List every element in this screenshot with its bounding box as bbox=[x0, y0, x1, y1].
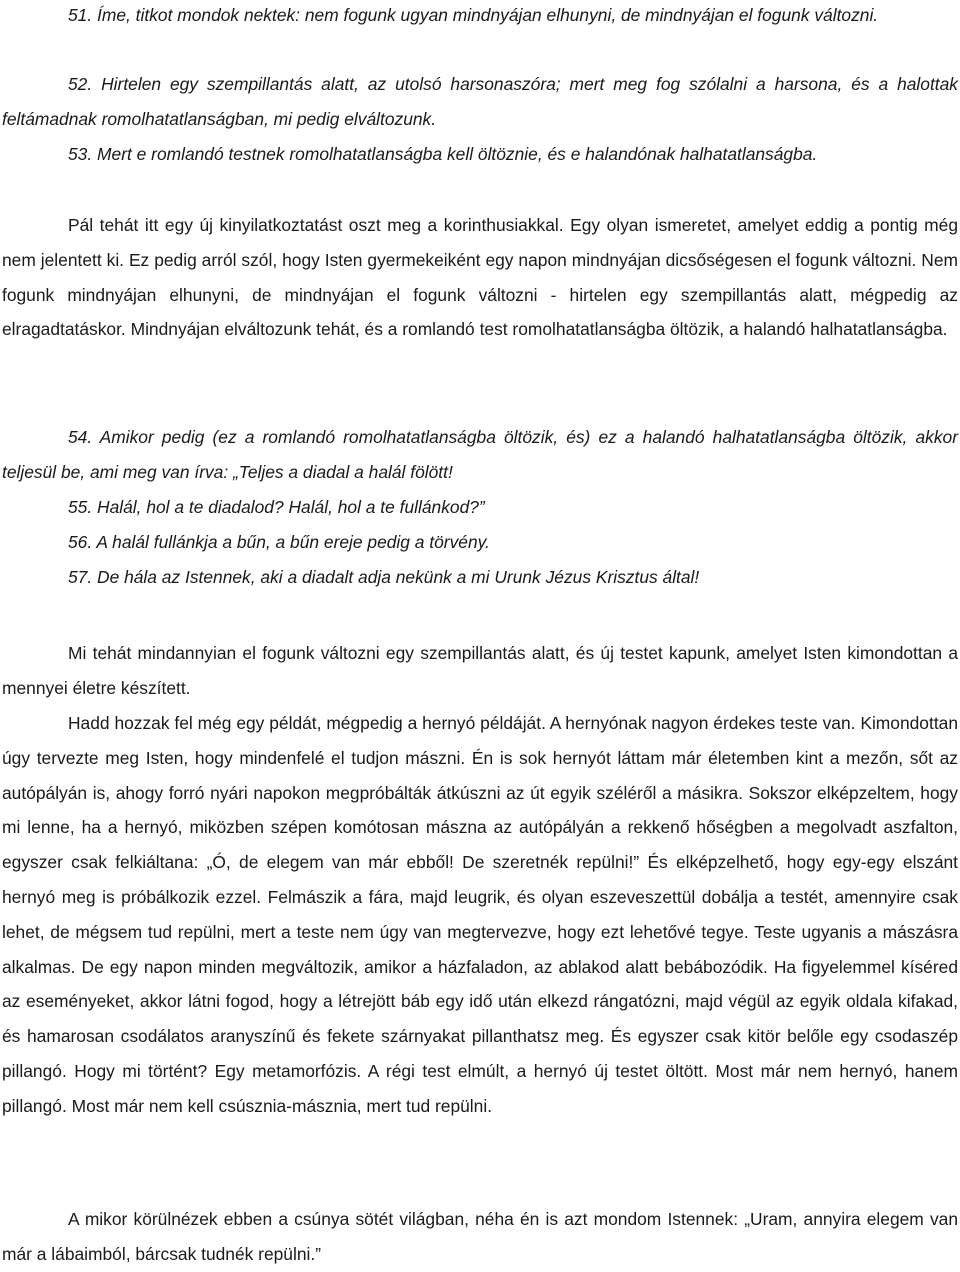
paragraph-new-body: Mi tehát mindannyian el fogunk változni egy szempillantás alatt, és új testet kapunk, amelyet Isten kimondottan a mennyei életre készített. bbox=[2, 643, 958, 698]
verse-53 bbox=[2, 137, 958, 172]
verse-text: Íme, titkot mondok nektek: nem fogunk ugyan mindnyájan elhunyni, de mindnyájan el fogunk változni. bbox=[97, 5, 879, 25]
verse-number: 52. bbox=[68, 74, 93, 94]
paragraph-caterpillar: Hadd hozzak fel még egy példát, mégpedig a hernyó példáját. A hernyónak nagyon érdekes teste van. Kimondottan úgy tervezte meg Isten, hogy mindenfelé el tudjon mászni. Én is sok hernyót láttam már életemben kint a mezőn, sőt az autópályán is, ahogy forró nyári napokon megpróbálták átkúszni az út egyik széléről a másikra. Sokszor elképzeltem, hogy mi lenne, ha a hernyó, miközben szépen komótosan mászna az autópályán a rekkenő hőségben a megolvadt aszfalton, egyszer csak felkiáltana: „Ó, de elegem van már ebből! De szeretnék repülni!” És elképzelhető, hogy egy-egy elszánt hernyó meg is próbálkozik ezzel. Felmászik a fára, majd leugrik, és olyan eszeveszettül dobálja a testét, amennyire csak lehet, de mégsem tud repülni, mert a teste nem úgy van megtervezve, hogy ezt lehetővé tegye. Teste ugyanis a mászásra alkalmas. De egy napon minden megváltozik, amikor a házfaladon, az ablakod alatt bebábozódik. Ha figyelemmel kíséred az eseményeket, akkor látni fogod, hogy a létrejött báb egy idő után elkezd rángatózni, majd végül az egyik oldala kifakad, és hamarosan csodálatos aranyszínű és fekete szárnyakat pillanthatsz meg. És egyszer csak kitör belőle egy csodaszép pillangó. Hogy mi történt? Egy metamorfózis. A régi test elmúlt, a hernyó új testet öltött. Most már nem hernyó, hanem pillangó. Most már nem kell csúsznia-másznia, mert tud repülni. bbox=[2, 713, 958, 1116]
verse-text: A halál fullánkja a bűn, a bűn ereje pedig a törvény. bbox=[96, 532, 490, 552]
verse-number: 57. bbox=[68, 567, 93, 587]
verse-text: Halál, hol a te diadalod? Halál, hol a te fullánkod?” bbox=[97, 497, 485, 517]
verse-text: Mert e romlandó testnek romolhatatlanságba kell öltöznie, és e halandónak halhatatlanságba. bbox=[97, 144, 818, 164]
verse-56 bbox=[2, 525, 958, 560]
verse-54 bbox=[2, 420, 958, 490]
verse-number: 51. bbox=[68, 5, 93, 25]
verse-57 bbox=[2, 560, 958, 595]
verse-number: 55. bbox=[68, 497, 93, 517]
verse-number: 53. bbox=[68, 144, 93, 164]
paragraph-pal: Pál tehát itt egy új kinyilatkoztatást oszt meg a korinthusiakkal. Egy olyan ismeretet, amelyet eddig a pontig még nem jelentett ki. Ez pedig arról szól, hogy Isten gyermekeiként egy napon mindnyájan dicsőségesen el fogunk változni. Nem fogunk mindnyájan elhunyni, de mindnyájan el fogunk változni - hirtelen egy szempillantás alatt, mégpedig az elragadtatáskor. Mindnyájan elváltozunk tehát, és a romlandó test romolhatatlanságba öltözik, a halandó halhatatlanságba. bbox=[2, 215, 958, 340]
verse-number: 54. bbox=[68, 427, 93, 447]
verse-52 bbox=[2, 67, 958, 137]
verse-51 bbox=[2, 0, 958, 33]
verse-55 bbox=[2, 490, 958, 525]
verse-number: 56. bbox=[68, 532, 93, 552]
paragraph-conclusion: A mikor körülnézek ebben a csúnya sötét világban, néha én is azt mondom Istennek: „Uram, annyira elegem van már a lábaimból, bárcsak tudnék repülni.” bbox=[2, 1209, 958, 1264]
verse-text: Amikor pedig (ez a romlandó romolhatatlanságba öltözik, és) ez a halandó halhatatlanságba öltözik, akkor teljesül be, ami meg van írva: „Teljes a diadal a halál fölött! bbox=[2, 427, 958, 482]
verse-text: De hála az Istennek, aki a diadalt adja nekünk a mi Urunk Jézus Krisztus által! bbox=[97, 567, 700, 587]
verse-text: Hirtelen egy szempillantás alatt, az utolsó harsonaszóra; mert meg fog szólalni a harsona, és a halottak feltámadnak romolhatatlanságban, mi pedig elváltozunk. bbox=[2, 74, 958, 129]
